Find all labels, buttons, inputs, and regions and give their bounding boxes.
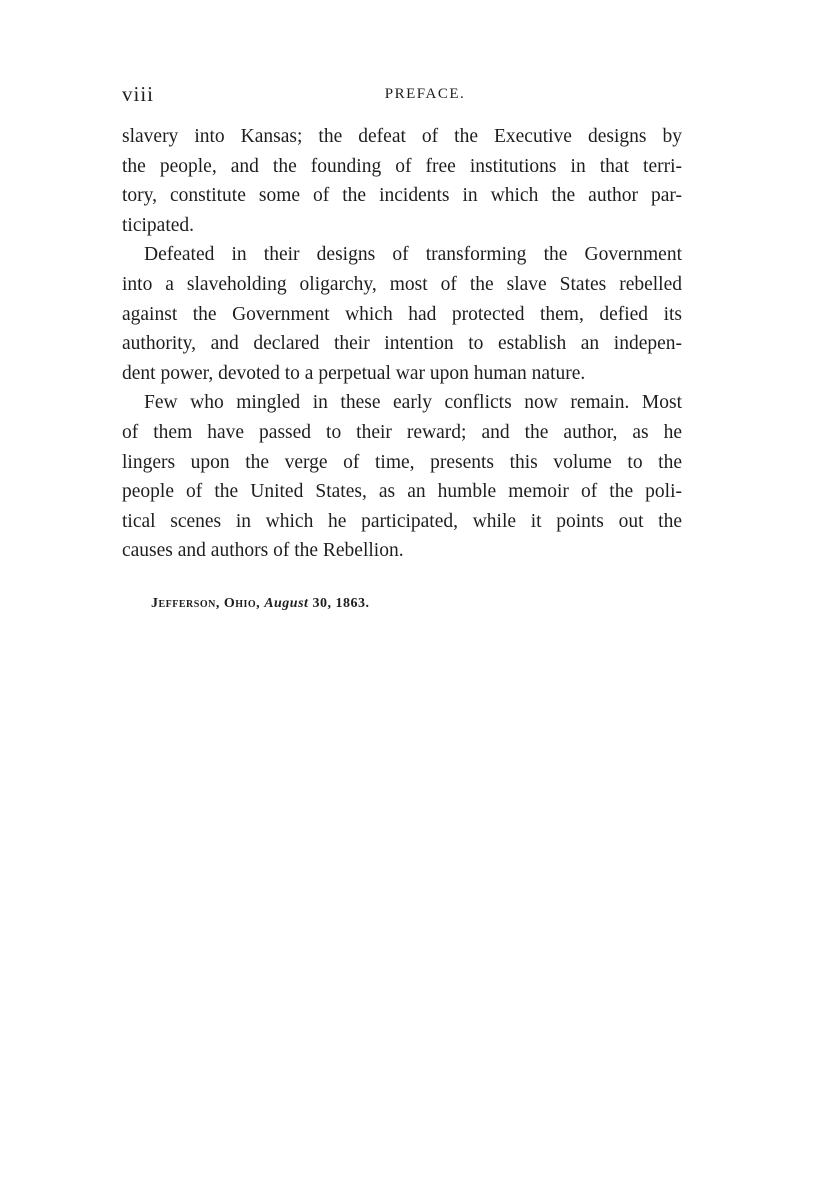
signature-month: August [264,596,309,611]
text-line: lingers upon the verge of time, presents this volume to the [122,451,682,473]
text-line: tory, constitute some of the incidents in which the author par- [122,185,682,207]
signature-place: Jefferson, Ohio, [151,596,261,611]
signature-date: 30, 1863. [312,596,370,611]
text-line: authority, and declared their intention to establish an indepen- [122,333,682,355]
running-head: PREFACE. [384,86,466,102]
text-line: Few who mingled in these early conflicts now remain. Most [144,392,682,414]
text-line: causes and authors of the Rebellion. [122,540,404,562]
text-line: into a slaveholding oligarchy, most of the slave States rebelled [122,273,682,295]
text-line: Defeated in their designs of transforming the Government [144,244,682,266]
text-line: dent power, devoted to a perpetual war upon human nature. [122,362,586,384]
text-line: against the Government which had protected them, defied its [122,303,682,325]
page-number: viii [122,82,155,106]
text-line: people of the United States, as an humble memoir of the poli- [122,481,682,503]
text-line: slavery into Kansas; the defeat of the Executive designs by [122,126,682,147]
text-line: of them have passed to their reward; and the author, as he [122,421,682,443]
signature-dateline [151,596,369,612]
text-line: ticipated. [122,214,195,236]
preface-body [122,122,682,566]
text-line: the people, and the founding of free institutions in that terri- [122,155,682,177]
text-line: tical scenes in which he participated, while it points out the [122,510,682,532]
